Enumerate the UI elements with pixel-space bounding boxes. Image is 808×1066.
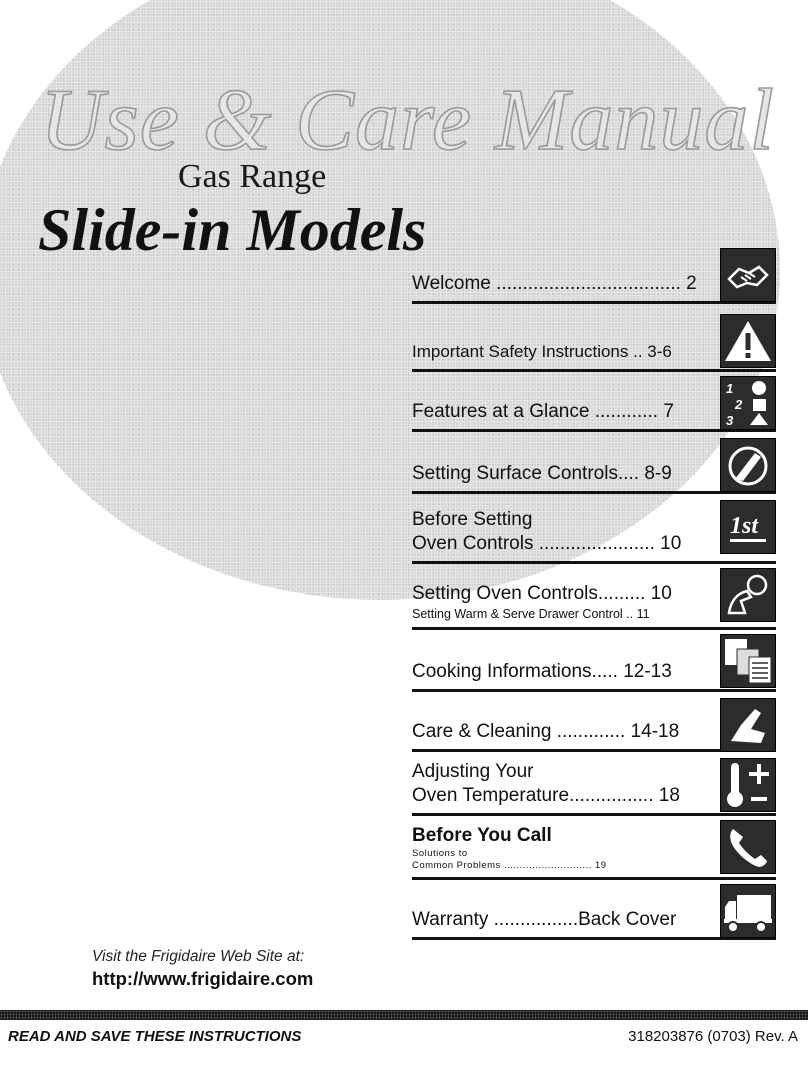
toc-entry-care-cleaning[interactable] bbox=[412, 698, 776, 752]
toc-entry-text: Features at a Glance ............ 7 bbox=[412, 401, 674, 422]
toc-entry-cooking-info[interactable] bbox=[412, 634, 776, 692]
toc-entry-features[interactable] bbox=[412, 376, 776, 432]
toc-rule bbox=[412, 877, 776, 880]
toc-entry-heading: Adjusting Your bbox=[412, 761, 534, 782]
numbered-shapes-icon bbox=[720, 376, 776, 430]
toc-entry-subtext: Setting Warm & Serve Drawer Control .. 11 bbox=[412, 607, 650, 621]
toc-entry-text: Warranty ................Back Cover bbox=[412, 909, 677, 930]
toc-entry-text: Oven Temperature................ 18 bbox=[412, 785, 680, 806]
pot-hand-icon bbox=[720, 438, 776, 492]
toc-entry-text: Oven Controls ...................... 10 bbox=[412, 533, 682, 554]
toc-entry-surface-controls[interactable] bbox=[412, 438, 776, 494]
toc-rule bbox=[412, 369, 776, 372]
toc-entry-oven-temperature[interactable] bbox=[412, 758, 776, 816]
documents-icon bbox=[720, 634, 776, 688]
toc-entry-heading: Before You Call bbox=[412, 825, 552, 846]
toc-entry-warranty[interactable] bbox=[412, 884, 776, 940]
toc-rule bbox=[412, 627, 776, 630]
toc-rule bbox=[412, 813, 776, 816]
read-save-instructions: READ AND SAVE THESE INSTRUCTIONS bbox=[8, 1028, 302, 1045]
toc-entry-text: Cooking Informations..... 12-13 bbox=[412, 661, 672, 682]
truck-icon bbox=[720, 884, 776, 938]
toc-entry-text: Important Safety Instructions .. 3-6 bbox=[412, 342, 672, 361]
toc-rule bbox=[412, 689, 776, 692]
website-link[interactable]: http://www.frigidaire.com bbox=[92, 968, 314, 989]
warning-icon bbox=[720, 314, 776, 368]
svg-text:3: 3 bbox=[726, 413, 734, 428]
toc-entry-safety[interactable] bbox=[412, 308, 776, 372]
phone-icon bbox=[720, 820, 776, 874]
svg-text:1: 1 bbox=[726, 381, 734, 396]
cleaning-hand-icon bbox=[720, 698, 776, 752]
first-icon bbox=[720, 500, 776, 554]
toc-entry-text: Setting Surface Controls.... 8-9 bbox=[412, 463, 672, 484]
toc-entry-heading: Before Setting bbox=[412, 509, 533, 530]
first-icon-text: 1st bbox=[730, 513, 759, 539]
toc-entry-text: Care & Cleaning ............. 14-18 bbox=[412, 721, 680, 742]
use-care-manual-title: Use & Care Manual bbox=[40, 72, 775, 169]
toc-entry-text: Welcome ................................... 2 bbox=[412, 273, 697, 294]
thermometer-icon bbox=[720, 758, 776, 812]
toc-entry-text: Common Problems ............................ 19 bbox=[412, 860, 607, 871]
hand-dial-icon bbox=[720, 568, 776, 622]
part-number: 318203876 (0703) Rev. A bbox=[628, 1028, 798, 1045]
visit-website-text: Visit the Frigidaire Web Site at: bbox=[92, 948, 305, 965]
footer-bar bbox=[0, 1010, 808, 1020]
toc-entry-subtext: Solutions to bbox=[412, 848, 468, 859]
toc-entry-oven-controls[interactable] bbox=[412, 568, 776, 630]
handshake-icon bbox=[720, 248, 776, 302]
svg-text:2: 2 bbox=[735, 397, 743, 412]
gas-range-subtitle: Gas Range bbox=[178, 158, 327, 195]
toc-entry-before-you-call[interactable] bbox=[412, 820, 776, 880]
toc-rule bbox=[412, 561, 776, 564]
toc-entry-welcome[interactable] bbox=[412, 248, 776, 304]
toc-entry-text: Setting Oven Controls......... 10 bbox=[412, 583, 672, 604]
slide-in-models-title: Slide-in Models bbox=[38, 197, 427, 263]
toc-entry-before-oven-controls[interactable] bbox=[412, 500, 776, 564]
